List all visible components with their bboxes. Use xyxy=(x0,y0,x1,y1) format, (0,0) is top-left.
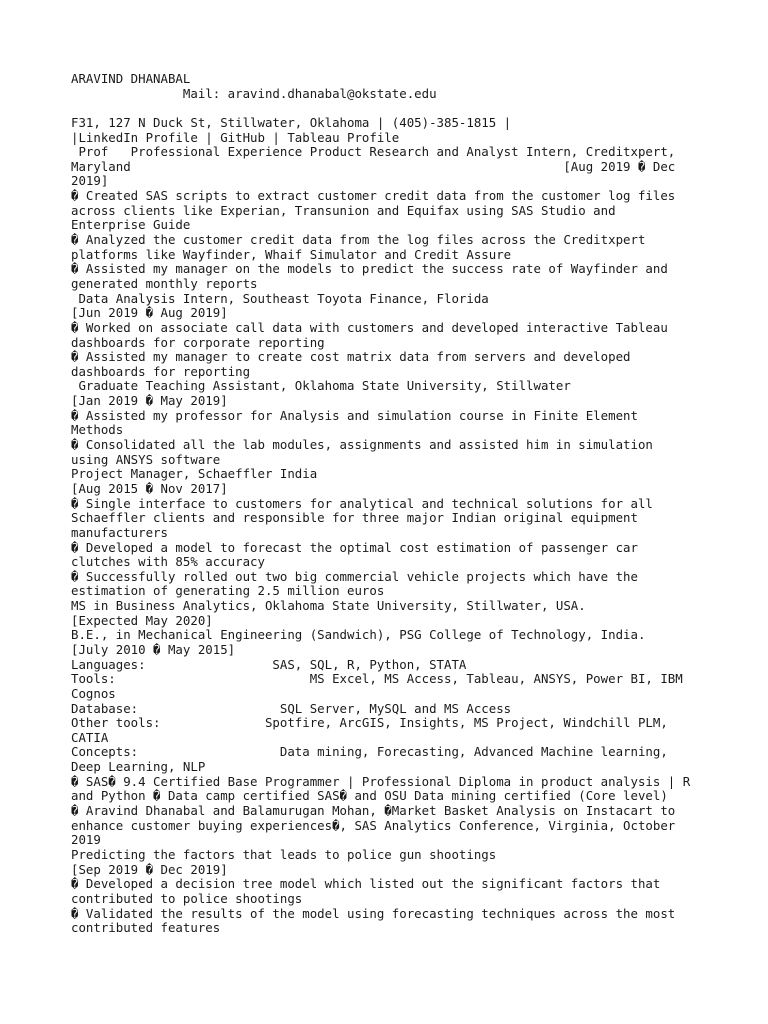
document-line: Data Analysis Intern, Southeast Toyota Finance, Florida xyxy=(71,290,489,306)
document-line: dashboards for reporting xyxy=(71,363,251,379)
document-line: Database: SQL Server, MySQL and MS Access xyxy=(71,700,512,716)
document-line: using ANSYS software xyxy=(71,451,221,467)
document-line: Concepts: Data mining, Forecasting, Advanced Machine learning, xyxy=(71,744,668,760)
document-line: � Analyzed the customer credit data from the log files across the Creditxpert xyxy=(71,232,646,248)
document-line: Other tools: Spotfire, ArcGIS, Insights, MS Project, Windchill PLM, xyxy=(71,715,668,731)
document-line: � Worked on associate call data with customers and developed interactive Tableau xyxy=(71,319,668,335)
document-line: � Assisted my professor for Analysis and simulation course in Finite Element xyxy=(71,407,638,423)
document-line: Tools: MS Excel, MS Access, Tableau, ANSYS, Power BI, IBM xyxy=(71,671,683,687)
document-line: enhance customer buying experiences�, SAS Analytics Conference, Virginia, October xyxy=(71,817,676,833)
document-line: Mail: aravind.dhanabal@okstate.edu xyxy=(71,85,437,101)
document-line: Cognos xyxy=(71,685,116,701)
document-line: � Aravind Dhanabal and Balamurugan Mohan, �Market Basket Analysis on Instacart to xyxy=(71,803,676,819)
document-line: CATIA xyxy=(71,729,109,745)
document-line: B.E., in Mechanical Engineering (Sandwich), PSG College of Technology, India. xyxy=(71,627,646,643)
document-line: Prof Professional Experience Product Research and Analyst Intern, Creditxpert, xyxy=(71,144,676,160)
document-line: � SAS� 9.4 Certified Base Programmer | Professional Diploma in product analysis | R xyxy=(71,773,691,789)
document-line: across clients like Experian, Transunion and Equifax using SAS Studio and xyxy=(71,202,616,218)
document-line: generated monthly reports xyxy=(71,275,258,291)
document-line: manufacturers xyxy=(71,524,168,540)
document-line: and Python � Data camp certified SAS� and OSU Data mining certified (Core level) xyxy=(71,788,668,804)
document-line: � Developed a model to forecast the optimal cost estimation of passenger car xyxy=(71,539,638,555)
document-line: [Expected May 2020] xyxy=(71,612,213,628)
document-line: Deep Learning, NLP xyxy=(71,759,206,775)
document-line: Enterprise Guide xyxy=(71,217,191,233)
document-line xyxy=(71,101,711,116)
document-line: dashboards for corporate reporting xyxy=(71,334,325,350)
document-line: � Assisted my manager on the models to predict the success rate of Wayfinder and xyxy=(71,261,668,277)
document-line: � Single interface to customers for analytical and technical solutions for all xyxy=(71,495,653,511)
document-line: Maryland [Aug 2019 � Dec xyxy=(71,158,676,174)
document-line: � Successfully rolled out two big commercial vehicle projects which have the xyxy=(71,568,638,584)
document-line: MS in Business Analytics, Oklahoma State University, Stillwater, USA. xyxy=(71,598,586,614)
document-line: � Assisted my manager to create cost matrix data from servers and developed xyxy=(71,349,631,365)
document-line: estimation of generating 2.5 million euros xyxy=(71,583,385,599)
document-line: clutches with 85% accuracy xyxy=(71,554,265,570)
document-line: � Created SAS scripts to extract customer credit data from the customer log files xyxy=(71,188,676,204)
document-line: [Jan 2019 � May 2019] xyxy=(71,393,228,409)
document-line: Predicting the factors that leads to police gun shootings xyxy=(71,846,497,862)
document-line: platforms like Wayfinder, Whaif Simulator and Credit Assure xyxy=(71,246,512,262)
document-line: � Developed a decision tree model which listed out the significant factors that xyxy=(71,876,661,892)
resume-text-document xyxy=(71,72,711,936)
document-line: � Validated the results of the model using forecasting techniques across the most xyxy=(71,905,676,921)
document-line: F31, 127 N Duck St, Stillwater, Oklahoma | (405)-385-1815 | xyxy=(71,114,512,130)
document-line: [July 2010 � May 2015] xyxy=(71,641,236,657)
document-line: � Consolidated all the lab modules, assignments and assisted him in simulation xyxy=(71,437,653,453)
document-line: 2019 xyxy=(71,832,101,848)
document-line: Methods xyxy=(71,422,124,438)
document-line: ARAVIND DHANABAL xyxy=(71,71,191,86)
document-line: 2019] xyxy=(71,173,109,189)
document-line: Schaeffler clients and responsible for three major Indian original equipment xyxy=(71,510,638,526)
document-line: |LinkedIn Profile | GitHub | Tableau Profile xyxy=(71,129,400,145)
document-line: [Aug 2015 � Nov 2017] xyxy=(71,480,228,496)
document-line: Graduate Teaching Assistant, Oklahoma State University, Stillwater xyxy=(71,378,571,394)
document-line: contributed to police shootings xyxy=(71,890,303,906)
document-line: [Sep 2019 � Dec 2019] xyxy=(71,861,228,877)
document-line: Languages: SAS, SQL, R, Python, STATA xyxy=(71,656,467,672)
document-line: [Jun 2019 � Aug 2019] xyxy=(71,305,228,321)
document-line: contributed features xyxy=(71,920,221,936)
document-line: Project Manager, Schaeffler India xyxy=(71,466,318,482)
